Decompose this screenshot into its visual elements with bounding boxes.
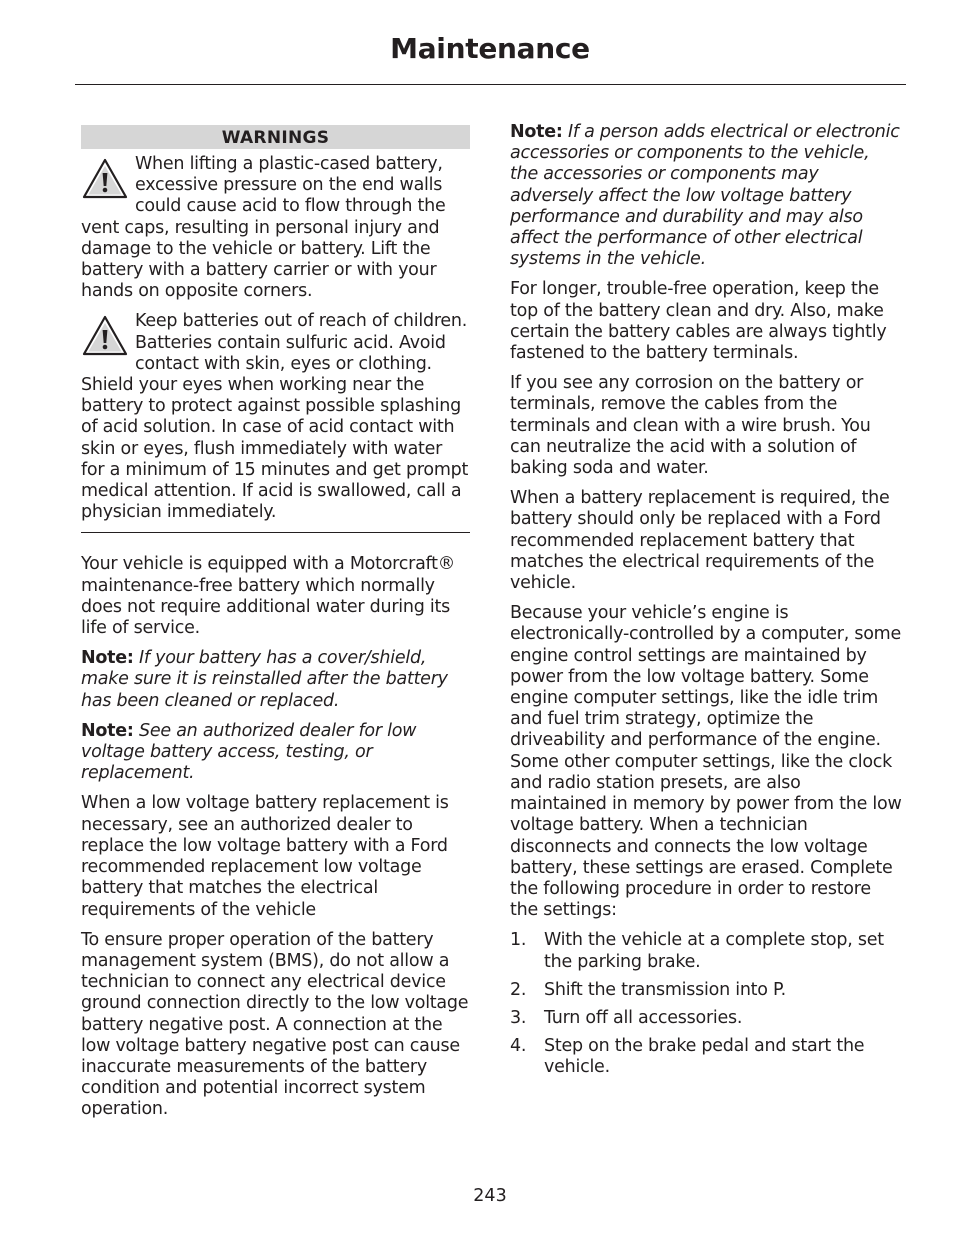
- warnings-header: WARNINGS: [81, 125, 470, 149]
- paragraph: When a battery replacement is required, the battery should only be replaced with a Ford recommended replacement battery that matches the electrical requirements of the vehicle.: [510, 488, 890, 594]
- page-title: Maintenance: [390, 32, 590, 65]
- step-text: Step on the brake pedal and start the vehicle.: [544, 1036, 865, 1078]
- step-number: 1.: [510, 930, 527, 951]
- note-label: Note:: [81, 720, 134, 741]
- paragraph: If you see any corrosion on the battery or terminals, remove the cables from the terminals and clean with a wire brush. You can neutralize the acid with a solution of baking soda and water.: [510, 373, 871, 479]
- note: [81, 648, 470, 712]
- step-text: Shift the transmission into P.: [544, 979, 786, 1000]
- warning-item: [81, 154, 470, 302]
- paragraph: Your vehicle is equipped with a Motorcraft® maintenance-free battery which normally does not require additional water during its life of service.: [81, 554, 456, 639]
- page-number: 243: [473, 1186, 507, 1206]
- step-text: Turn off all accessories.: [544, 1007, 743, 1028]
- warning-text: When lifting a plastic-cased battery, excessive pressure on the end walls could cause acid to flow through the vent caps, resulting in personal injury and damage to the vehicle or battery. Lift the battery with a battery carrier or with your hands on opposite corners.: [81, 154, 446, 302]
- step-number: 3.: [510, 1007, 527, 1028]
- step-number: 4.: [510, 1036, 527, 1057]
- warning-triangle-icon: [81, 314, 129, 358]
- right-column: [510, 122, 902, 1086]
- paragraph: Because your vehicle’s engine is electronically-controlled by a computer, some engine control settings are maintained by power from the low voltage battery. Some engine computer settings, like the idle trim and fuel trim strategy, optimize the driveability and performance of the engine. Some other computer settings, like the clock and radio station presets, are also maintained in memory by power from the low voltage battery. When a technician disconnects and connects the low voltage battery, these settings are erased. Complete the following procedure in order to restore the settings:: [510, 603, 902, 921]
- note-text: If your battery has a cover/shield, make sure it is reinstalled after the battery has been cleaned or replaced.: [81, 648, 448, 711]
- note-label: Note:: [81, 648, 134, 669]
- warnings-end-divider: [81, 532, 470, 533]
- warning-text: Keep batteries out of reach of children. Batteries contain sulfuric acid. Avoid contact with skin, eyes or clothing. Shield your eyes when working near the battery to protect against possible splashing of acid solution. In case of acid contact with skin or eyes, flush immediately with water for a minimum of 15 minutes and get prompt medical attention. If acid is swallowed, call a physician immediately.: [81, 311, 469, 523]
- note: [81, 721, 470, 785]
- procedure-steps: [510, 930, 902, 1078]
- list-item: [510, 930, 902, 972]
- warning-item: [81, 311, 470, 523]
- paragraph: To ensure proper operation of the battery management system (BMS), do not allow a technician to connect any electrical device ground connection directly to the low voltage battery negative post. A connection at the low voltage battery negative post can cause inaccurate measurements of the battery condition and potential incorrect system operation.: [81, 929, 469, 1120]
- note: [510, 122, 902, 270]
- list-item: [510, 980, 902, 1001]
- left-column: [81, 122, 470, 1130]
- note-text: See an authorized dealer for low voltage battery access, testing, or replacement.: [81, 720, 417, 784]
- note-text: If a person adds electrical or electronic accessories or components to the vehicle, the accessories or components may adversely affect the low voltage battery performance and durability and may also affect the performance of other electrical systems in the vehicle.: [510, 122, 900, 270]
- title-divider: [75, 84, 906, 85]
- step-text: With the vehicle at a complete stop, set the parking brake.: [544, 930, 884, 972]
- list-item: [510, 1008, 902, 1029]
- paragraph: For longer, trouble-free operation, keep the top of the battery clean and dry. Also, make certain the battery cables are always tightly fastened to the battery terminals.: [510, 279, 887, 364]
- step-number: 2.: [510, 979, 527, 1000]
- list-item: [510, 1036, 902, 1078]
- warning-triangle-icon: [81, 157, 129, 201]
- note-label: Note:: [510, 122, 563, 142]
- paragraph: When a low voltage battery replacement is necessary, see an authorized dealer to replace the low voltage battery with a Ford recommended replacement low voltage battery that matches the electrical requirements of the vehicle: [81, 793, 449, 920]
